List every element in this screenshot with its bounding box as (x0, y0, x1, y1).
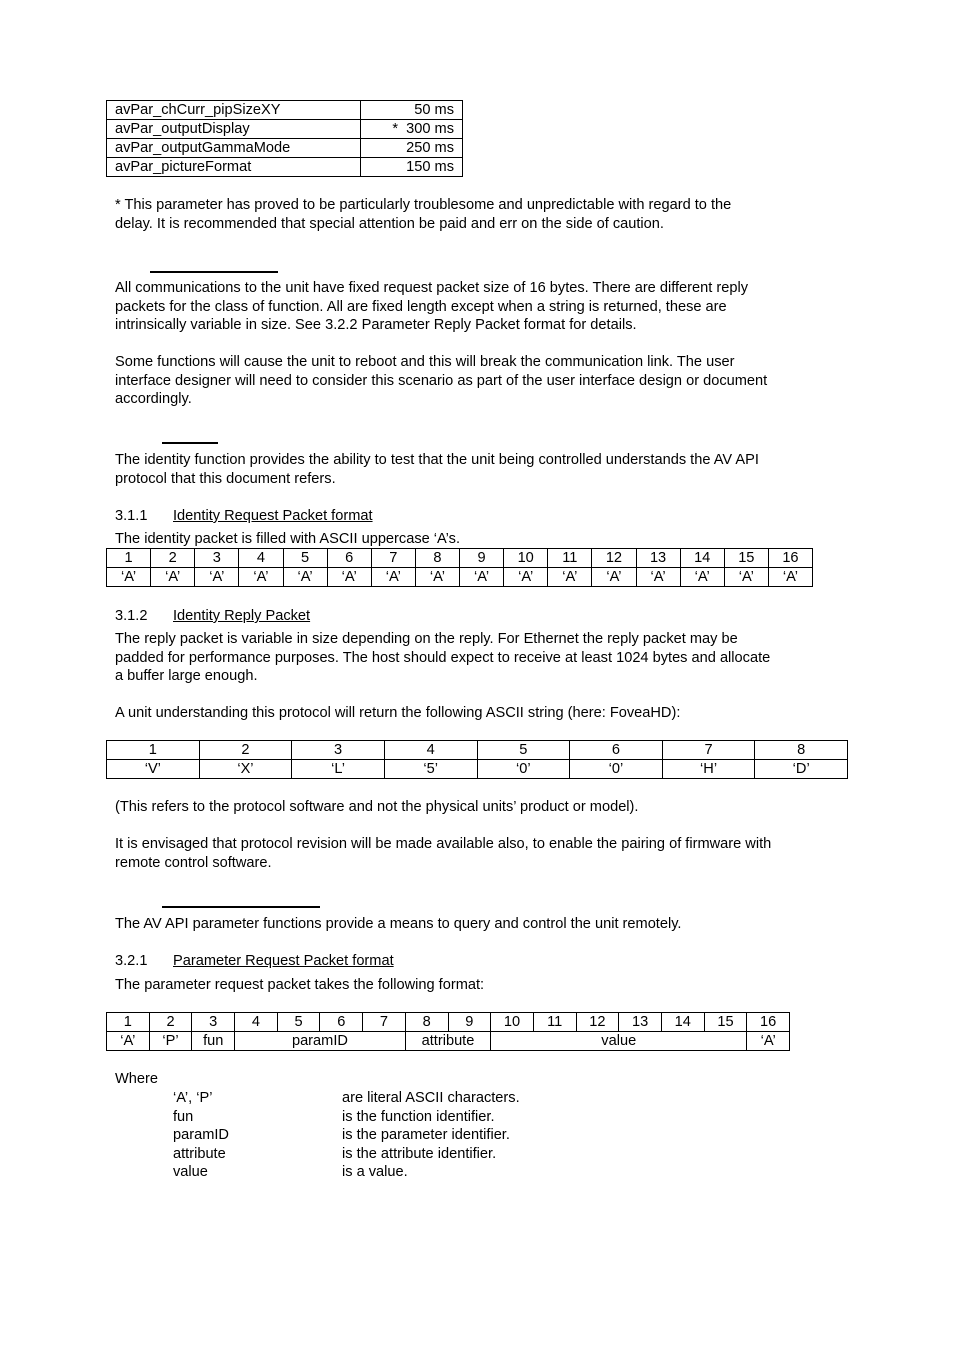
where-term: value (173, 1164, 208, 1180)
table-cell: ‘A’ (283, 568, 327, 587)
intro-line: packets for the class of function. All are fixed length except when a string is returned, these are (115, 298, 727, 315)
delay-value-cell: 50 ms (361, 101, 463, 120)
table-cell: ‘A’ (592, 568, 636, 587)
reboot-line: Some functions will cause the unit to reboot and this will break the communication link. The user (115, 354, 735, 370)
where-term: fun (173, 1108, 194, 1125)
subsection-number: 3.1.1 (115, 508, 148, 524)
table-cell: 5 (477, 741, 570, 760)
table-cell: 6 (570, 741, 663, 760)
table-cell: 13 (636, 549, 680, 568)
table-cell: 14 (680, 549, 724, 568)
table-cell: 10 (491, 1013, 534, 1032)
table-cell: 4 (384, 741, 477, 760)
reboot-paragraph (115, 353, 767, 409)
header-row (107, 741, 848, 760)
table-cell: 10 (504, 549, 548, 568)
where-definition: is a value. (342, 1164, 408, 1180)
value-row (107, 760, 848, 779)
table-cell: ‘A’ (548, 568, 592, 587)
table-cell: 11 (533, 1013, 576, 1032)
reboot-line: accordingly. (115, 391, 192, 407)
header-row (107, 549, 813, 568)
table-cell: 7 (363, 1013, 406, 1032)
where-term: paramID (173, 1127, 229, 1143)
table-cell: 2 (149, 1013, 192, 1032)
table-cell: 8 (415, 549, 459, 568)
table-cell: ‘P’ (149, 1032, 192, 1051)
parameter-name-cell: avPar_pictureFormat (107, 158, 361, 177)
table-cell: 15 (724, 549, 768, 568)
section-heading-rule (162, 442, 218, 444)
identity-request-table (106, 548, 813, 587)
table-cell: 6 (327, 549, 371, 568)
table-row (107, 158, 463, 177)
table-cell: paramID (235, 1032, 406, 1051)
identity-line: The identity function provides the ability to test that the unit being controlled understands the AV API (115, 452, 759, 468)
table-cell: 9 (460, 549, 504, 568)
identity-request-intro: The identity packet is filled with ASCII uppercase ‘A’s. (115, 531, 461, 547)
reply-line: a buffer large enough. (115, 668, 258, 684)
table-cell: ‘A’ (768, 568, 812, 587)
table-cell: 16 (768, 549, 812, 568)
revision-paragraph (115, 835, 771, 872)
reply-intro: A unit understanding this protocol will return the following ASCII string (here: FoveaHD): (115, 705, 681, 721)
table-cell: 4 (239, 549, 283, 568)
table-cell: ‘A’ (151, 568, 195, 587)
reply-line: padded for performance purposes. The host should expect to receive at least 1024 bytes and allocate (115, 649, 771, 666)
table-row (107, 101, 463, 120)
table-cell: ‘5’ (384, 760, 477, 779)
table-cell: 4 (235, 1013, 278, 1032)
table-cell: 9 (448, 1013, 491, 1032)
table-cell: 7 (662, 741, 755, 760)
table-cell: ‘A’ (504, 568, 548, 587)
table-cell: ‘A’ (724, 568, 768, 587)
footnote (115, 196, 731, 233)
intro-line: intrinsically variable in size. See 3.2.2 Parameter Reply Packet format for details. (115, 317, 637, 333)
parameter-request-table (106, 1012, 790, 1051)
table-cell: 16 (747, 1013, 790, 1032)
reboot-line: interface designer will need to consider this scenario as part of the user interface design or document (115, 372, 768, 389)
table-cell: ‘0’ (477, 760, 570, 779)
table-cell: 3 (292, 741, 385, 760)
parameter-name-cell: avPar_chCurr_pipSizeXY (107, 101, 361, 120)
table-cell: 12 (592, 549, 636, 568)
table-cell: ‘A’ (107, 1032, 150, 1051)
subsection-title: Parameter Request Packet format (173, 953, 394, 969)
table-cell: ‘L’ (292, 760, 385, 779)
identity-reply-table (106, 740, 848, 779)
where-definition: is the parameter identifier. (342, 1127, 510, 1143)
subsection-number: 3.1.2 (115, 608, 148, 624)
reply-note: (This refers to the protocol software and not the physical units’ product or model). (115, 799, 639, 815)
intro-paragraph (115, 279, 748, 335)
value-row (107, 568, 813, 587)
where-term: ‘A’, ‘P’ (173, 1090, 213, 1106)
reply-paragraph (115, 630, 770, 686)
table-cell: 13 (619, 1013, 662, 1032)
table-cell: ‘A’ (636, 568, 680, 587)
header-row (107, 1013, 790, 1032)
value-row (107, 1032, 790, 1051)
table-cell: 6 (320, 1013, 363, 1032)
where-definition: are literal ASCII characters. (342, 1090, 520, 1106)
table-cell: ‘A’ (107, 568, 151, 587)
delay-table (106, 100, 463, 177)
table-row (107, 120, 463, 139)
table-cell: ‘A’ (460, 568, 504, 587)
parameter-paragraph: The AV API parameter functions provide a means to query and control the unit remotely. (115, 916, 682, 932)
revision-line: remote control software. (115, 854, 272, 871)
table-cell: ‘0’ (570, 760, 663, 779)
where-label: Where (115, 1071, 158, 1087)
table-cell: 12 (576, 1013, 619, 1032)
table-row (107, 139, 463, 158)
table-cell: 8 (405, 1013, 448, 1032)
table-cell: ‘A’ (371, 568, 415, 587)
table-cell: fun (192, 1032, 235, 1051)
table-cell: ‘X’ (199, 760, 292, 779)
table-cell: ‘D’ (755, 760, 848, 779)
parameter-name-cell: avPar_outputDisplay (107, 120, 361, 139)
where-definition: is the function identifier. (342, 1108, 495, 1125)
table-cell: 7 (371, 549, 415, 568)
table-cell: 2 (151, 549, 195, 568)
footnote-line: delay. It is recommended that special attention be paid and err on the side of caution. (115, 215, 664, 232)
table-cell: 3 (192, 1013, 235, 1032)
parameter-request-intro: The parameter request packet takes the following format: (115, 977, 485, 993)
table-cell: ‘H’ (662, 760, 755, 779)
delay-value-cell: 250 ms (361, 139, 463, 158)
table-cell: 15 (704, 1013, 747, 1032)
delay-value-cell: 150 ms (361, 158, 463, 177)
table-cell: ‘V’ (107, 760, 200, 779)
where-definition: is the attribute identifier. (342, 1145, 497, 1162)
identity-line: protocol that this document refers. (115, 470, 336, 487)
subsection-title: Identity Reply Packet (173, 608, 311, 624)
section-heading-rule (150, 271, 278, 273)
table-cell: 2 (199, 741, 292, 760)
revision-line: It is envisaged that protocol revision will be made available also, to enable the pairing of firmware with (115, 836, 772, 852)
section-heading-rule (162, 906, 320, 908)
parameter-name-cell: avPar_outputGammaMode (107, 139, 361, 158)
table-cell: 1 (107, 549, 151, 568)
subsection-number: 3.2.1 (115, 953, 148, 969)
footnote-line: * This parameter has proved to be particularly troublesome and unpredictable with regard to the (115, 197, 732, 213)
table-cell: ‘A’ (195, 568, 239, 587)
where-term: attribute (173, 1145, 226, 1162)
table-cell: 5 (283, 549, 327, 568)
intro-line: All communications to the unit have fixed request packet size of 16 bytes. There are different reply (115, 280, 749, 296)
delay-value-cell: * 300 ms (361, 120, 463, 139)
table-cell: value (491, 1032, 747, 1051)
table-cell: 14 (661, 1013, 704, 1032)
reply-line: The reply packet is variable in size depending on the reply. For Ethernet the reply packet may be (115, 631, 738, 647)
table-cell: 3 (195, 549, 239, 568)
table-cell: ‘A’ (747, 1032, 790, 1051)
table-cell: 8 (755, 741, 848, 760)
table-cell: attribute (405, 1032, 490, 1051)
identity-paragraph (115, 451, 759, 488)
table-cell: ‘A’ (680, 568, 724, 587)
table-cell: ‘A’ (327, 568, 371, 587)
table-cell: ‘A’ (415, 568, 459, 587)
table-cell: 11 (548, 549, 592, 568)
table-cell: 1 (107, 1013, 150, 1032)
table-cell: ‘A’ (239, 568, 283, 587)
table-cell: 5 (277, 1013, 320, 1032)
subsection-title: Identity Request Packet format (173, 508, 373, 524)
table-cell: 1 (107, 741, 200, 760)
